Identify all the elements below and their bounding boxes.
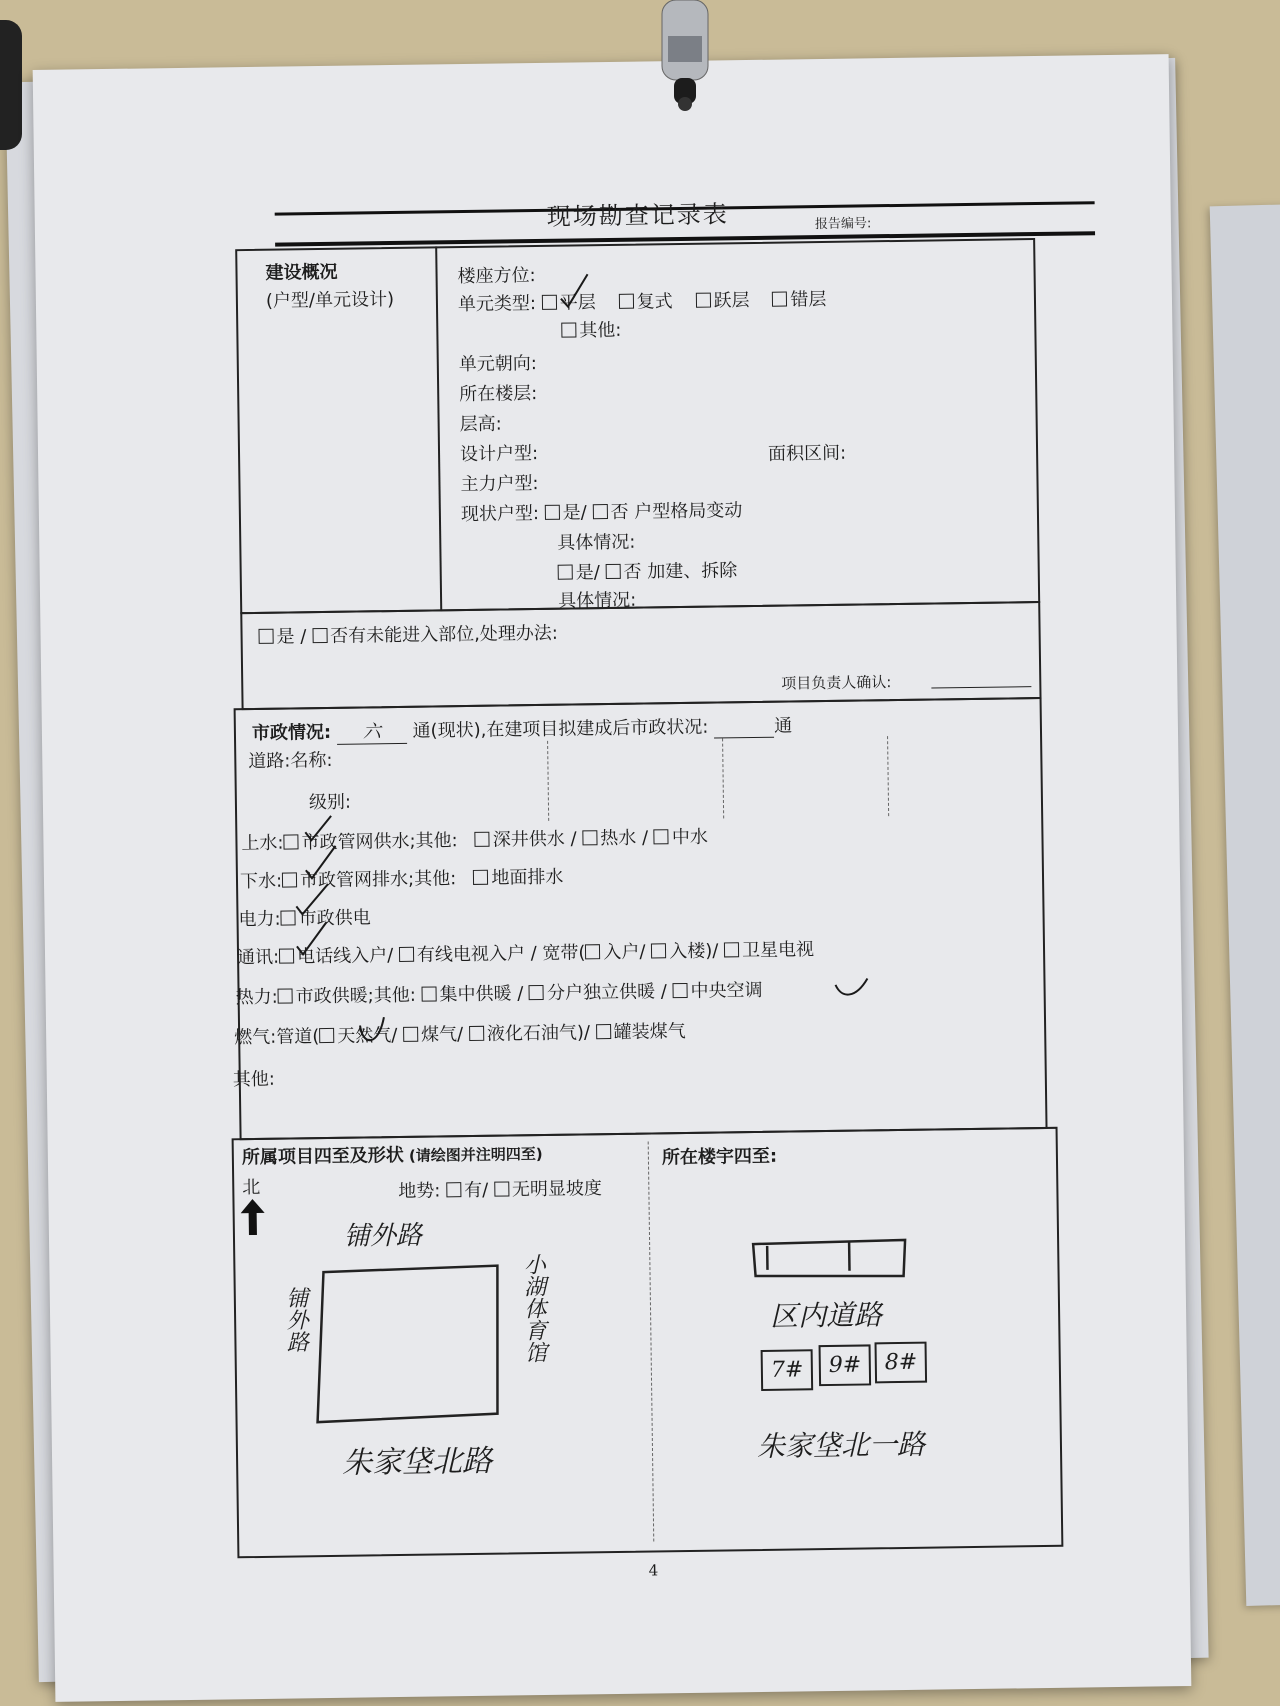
road-name-label: 道路:名称: [248, 749, 333, 773]
power-text: 市政供电 [298, 907, 371, 930]
sketch-south-road-right: 朱家垡北一路 [756, 1427, 926, 1464]
addition-label: 加建、拆除 [647, 560, 738, 583]
sketch-inner-road: 区内道路 [769, 1298, 883, 1333]
broadband-home: 入户/ [603, 941, 646, 964]
overview-title: 建设概况 [265, 261, 338, 284]
terrain-label: 地势: [398, 1180, 441, 1203]
paper-edge-right [1210, 204, 1280, 1606]
water-supply-row: 上水: 市政管网供水;其他: 深井供水 / 热水 / 中水 [241, 826, 709, 855]
unit-type-label: 单元类型: [457, 293, 537, 316]
terrain-no: 无明显坡度 [511, 1178, 603, 1201]
survey-sheet [33, 54, 1192, 1702]
addition-yes: 是/ [575, 562, 600, 584]
bottled-gas: 罐装煤气 [613, 1020, 686, 1043]
sketch-south-road: 朱家垡北路 [341, 1443, 493, 1481]
recycled-water: 中水 [671, 826, 709, 849]
road-level-label: 级别: [308, 791, 352, 814]
access-question: 否有未能进入部位,处理办法: [329, 622, 559, 647]
heating-label: 热力: [235, 986, 278, 1009]
telecom-label: 通讯: [236, 946, 280, 969]
addition-details-label: 具体情况: [557, 589, 637, 612]
sketch-north-road: 铺外路 [343, 1220, 423, 1252]
confirm-label: 项目负责人确认: [781, 673, 892, 693]
tong-label: 通 [774, 715, 793, 737]
area-range-label: 面积区间: [767, 442, 847, 465]
layout-no: 否 [610, 501, 629, 523]
central-ac: 中央空调 [690, 979, 763, 1002]
page-title: 现场勘查记录表 [546, 200, 729, 231]
boundary-right-title: 所在楼宇四至: [661, 1145, 778, 1169]
building-position-label: 楼座方位: [457, 265, 536, 288]
current-type-label: 现状户型: [460, 502, 540, 526]
sketch-west-road: 铺外路 [282, 1286, 309, 1353]
survey-form [232, 195, 1135, 1652]
design-type-label: 设计户型: [459, 442, 539, 466]
north-label: 北 [242, 1176, 261, 1199]
sketch-building-7: 7# [761, 1349, 814, 1391]
terrain-yes: 有/ [464, 1179, 489, 1202]
surface-drain: 地面排水 [491, 866, 564, 889]
natural-gas: 天然气/ [337, 1025, 398, 1047]
gas-pipeline: 管道( [276, 1026, 320, 1048]
water-supply-label: 上水: [241, 832, 284, 855]
unit-orientation-label: 单元朝向: [458, 352, 538, 376]
layout-details-label: 具体情况: [557, 531, 636, 554]
unit-type-flat: 平层 [559, 292, 596, 314]
lpg: 液化石油气)/ [486, 1022, 591, 1045]
pen-icon [640, 0, 730, 120]
access-separator: / [300, 626, 307, 648]
layout-change-label: 户型格局变动 [634, 500, 743, 523]
boundary-left-note: (请绘图并注明四至) [408, 1144, 543, 1165]
report-number-label: 报告编号: [814, 216, 872, 233]
other-utility-label: 其他: [232, 1068, 276, 1091]
boundary-left-title: 所属项目四至及形状 [241, 1144, 404, 1169]
coal-gas: 煤气/ [420, 1024, 464, 1046]
phone-line: 电话线入户/ [297, 945, 394, 968]
utility-count-handwritten: 六 [362, 721, 382, 743]
unit-type-duplex: 复式 [636, 291, 673, 313]
power-label: 电力: [238, 908, 281, 931]
main-type-label: 主力户型: [460, 472, 539, 496]
satellite-tv: 卫星电视 [741, 939, 815, 962]
drainage-text: 市政管网排水;其他: [299, 868, 457, 892]
addition-no: 否 [623, 561, 642, 583]
dark-object [0, 20, 22, 150]
muni-heating: 市政供暖;其他: [295, 984, 416, 1008]
broadband-label: 宽带( [542, 942, 586, 964]
sketch-east-stadium: 小湖体育馆 [520, 1252, 547, 1364]
floor-height-label: 层高: [459, 413, 502, 436]
access-yes: 是 [276, 626, 295, 648]
unit-type-staggered: 错层 [790, 288, 827, 311]
telecom-row: 通讯: 电话线入户/ 有线电视入户 / 宽带( 入户/ 入楼)/ 卫星电视 [236, 939, 815, 969]
sketch-building-9: 9# [819, 1344, 872, 1386]
overview-subtitle: (户型/单元设计) [265, 288, 395, 312]
heating-row: 热力: 市政供暖;其他: 集中供暖 / 分户独立供暖 / 中央空调 [235, 979, 763, 1009]
central-heating: 集中供暖 [439, 983, 512, 1006]
municipal-title: 市政情况: [251, 721, 332, 745]
water-supply-text: 市政管网供水;其他: [301, 830, 458, 854]
sketch-building-8: 8# [875, 1342, 928, 1384]
gas-label: 燃气: [234, 1026, 277, 1049]
floor-label: 所在楼层: [459, 382, 538, 406]
deep-well: 深井供水 [492, 828, 565, 851]
checkmarks-overlay [232, 195, 1130, 1307]
municipal-status-text: 通(现状),在建项目拟建成后市政状况: [412, 716, 709, 742]
unit-type-other: 其他: [579, 319, 622, 342]
unit-type-split: 跃层 [713, 290, 750, 312]
independent-heating: 分户独立供暖 [546, 981, 656, 1004]
broadband-building: 入楼)/ [669, 940, 719, 963]
page-number: 4 [648, 1561, 659, 1580]
hot-water: 热水 [600, 827, 637, 850]
layout-yes: 是/ [562, 502, 587, 524]
drainage-label: 下水: [239, 870, 283, 893]
cable-tv: 有线电视入户 [416, 943, 526, 966]
